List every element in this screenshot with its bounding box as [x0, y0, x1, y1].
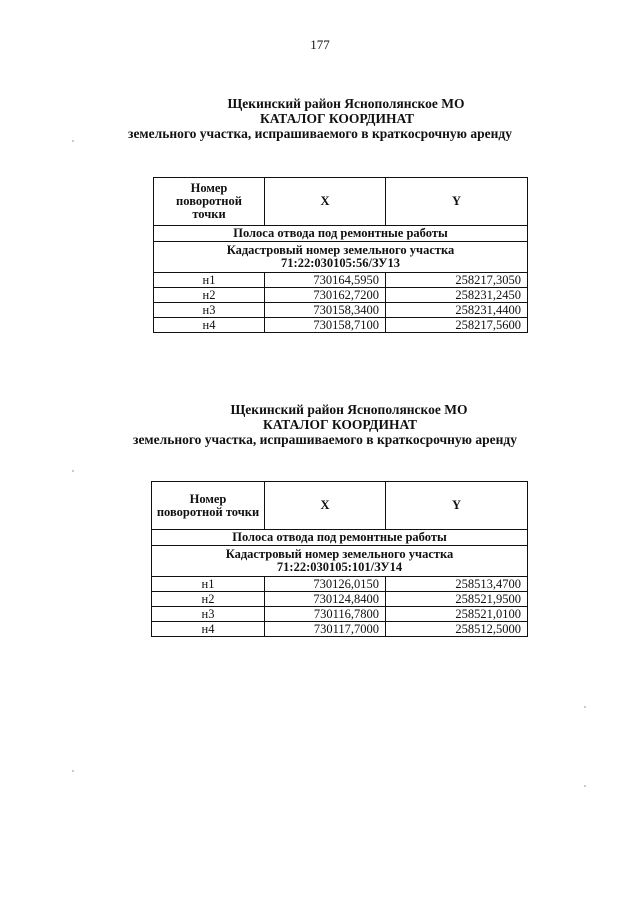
y-cell: 258217,3050	[386, 273, 528, 288]
table-row	[152, 607, 528, 622]
x-cell: 730124,8400	[265, 592, 386, 607]
y-cell: 258231,4400	[386, 303, 528, 318]
heading-subtitle: земельного участка, испрашиваемого в краткосрочную аренду	[133, 432, 517, 447]
catalog-heading-1	[0, 96, 640, 141]
strip-label: Полоса отвода под ремонтные работы	[152, 530, 528, 546]
point-cell: н3	[154, 303, 265, 318]
catalog-heading-2	[0, 402, 640, 447]
scan-speck	[72, 770, 74, 772]
column-header-y: Y	[386, 482, 528, 530]
x-cell: 730158,3400	[265, 303, 386, 318]
heading-subtitle: земельного участка, испрашиваемого в краткосрочную аренду	[128, 126, 512, 141]
strip-label: Полоса отвода под ремонтные работы	[154, 226, 528, 242]
cadastral-cell	[152, 546, 528, 577]
point-cell: н1	[152, 577, 265, 592]
scan-speck	[72, 470, 74, 472]
x-cell: 730126,0150	[265, 577, 386, 592]
table-row	[152, 622, 528, 637]
point-cell: н2	[152, 592, 265, 607]
table-row	[154, 288, 528, 303]
x-cell: 730117,7000	[265, 622, 386, 637]
x-cell: 730116,7800	[265, 607, 386, 622]
x-cell: 730164,5950	[265, 273, 386, 288]
scan-speck	[584, 785, 586, 787]
heading-catalog-title: КАТАЛОГ КООРДИНАТ	[262, 417, 418, 432]
column-header-x: X	[265, 178, 386, 226]
column-header-point: Номер поворотной точки	[154, 178, 265, 226]
column-header-y: Y	[386, 178, 528, 226]
y-cell: 258513,4700	[386, 577, 528, 592]
column-header-x: X	[265, 482, 386, 530]
table-row	[152, 577, 528, 592]
point-cell: н4	[152, 622, 265, 637]
point-cell: н3	[152, 607, 265, 622]
y-cell: 258521,0100	[386, 607, 528, 622]
coordinates-table-1	[153, 177, 528, 333]
point-cell: н4	[154, 318, 265, 333]
y-cell: 258512,5000	[386, 622, 528, 637]
coordinates-table-2	[151, 481, 528, 637]
table-row	[154, 303, 528, 318]
table-row	[154, 318, 528, 333]
heading-district: Щекинский район Яснополянское МО	[230, 402, 468, 417]
y-cell: 258231,2450	[386, 288, 528, 303]
scan-speck	[584, 706, 586, 708]
y-cell: 258521,9500	[386, 592, 528, 607]
cadastral-cell	[154, 242, 528, 273]
y-cell: 258217,5600	[386, 318, 528, 333]
cadastral-label: Кадастровый номер земельного участка	[225, 547, 454, 561]
x-cell: 730158,7100	[265, 318, 386, 333]
x-cell: 730162,7200	[265, 288, 386, 303]
table-row	[154, 273, 528, 288]
scan-speck	[72, 140, 74, 142]
cadastral-number: 71:22:030105:56/ЗУ13	[281, 256, 400, 270]
point-cell: н1	[154, 273, 265, 288]
cadastral-label: Кадастровый номер земельного участка	[226, 243, 455, 257]
page-number: 177	[310, 37, 330, 52]
column-header-point: Номер поворотной точки	[152, 482, 265, 530]
table-row	[152, 592, 528, 607]
point-cell: н2	[154, 288, 265, 303]
cadastral-number: 71:22:030105:101/ЗУ14	[276, 560, 403, 574]
heading-catalog-title: КАТАЛОГ КООРДИНАТ	[259, 111, 415, 126]
heading-district: Щекинский район Яснополянское МО	[227, 96, 465, 111]
